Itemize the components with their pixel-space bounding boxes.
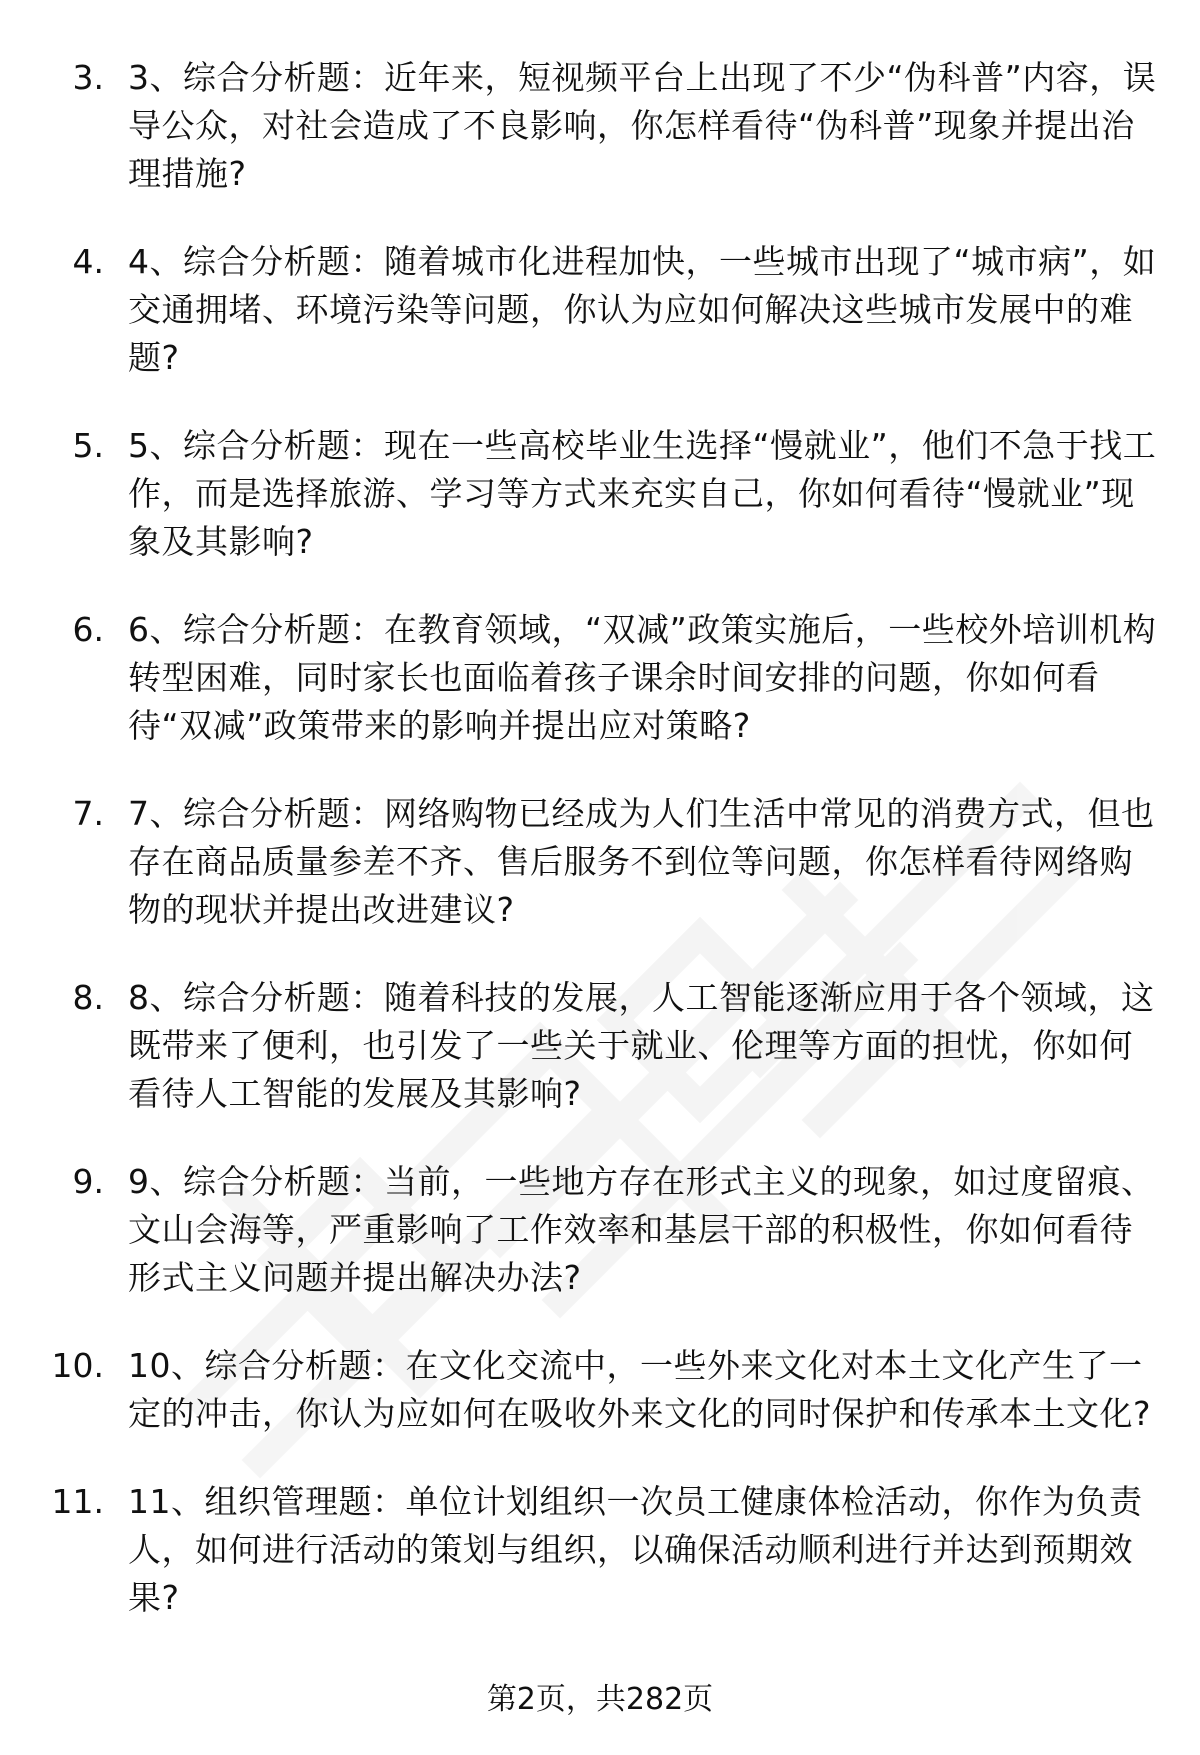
question-item-7	[0, 790, 1200, 934]
question-item-9	[0, 1158, 1200, 1302]
question-text: 9、综合分析题：当前，一些地方存在形式主义的现象，如过度留痕、文山会海等，严重影响了工作效率和基层干部的积极性，你如何看待形式主义问题并提出解决办法?	[128, 1162, 1155, 1297]
question-number: 6.	[72, 610, 104, 649]
question-number: 5.	[72, 426, 104, 465]
question-text: 4、综合分析题：随着城市化进程加快，一些城市出现了“城市病”，如交通拥堵、环境污染等问题，你认为应如何解决这些城市发展中的难题?	[128, 242, 1157, 377]
question-item-3	[0, 54, 1200, 198]
question-number: 10.	[51, 1346, 104, 1385]
question-item-4	[0, 238, 1200, 382]
question-text: 10、综合分析题：在文化交流中，一些外来文化对本土文化产生了一定的冲击，你认为应如何在吸收外来文化的同时保护和传承本土文化?	[128, 1346, 1152, 1433]
question-text: 7、综合分析题：网络购物已经成为人们生活中常见的消费方式，但也存在商品质量参差不齐、售后服务不到位等问题，你怎样看待网络购物的现状并提出改进建议?	[128, 794, 1155, 929]
question-item-8	[0, 974, 1200, 1118]
question-text: 6、综合分析题：在教育领域，“双减”政策实施后，一些校外培训机构转型困难，同时家长也面临着孩子课余时间安排的问题，你如何看待“双减”政策带来的影响并提出应对策略?	[128, 610, 1157, 745]
question-number: 7.	[72, 794, 104, 833]
question-item-11	[0, 1478, 1200, 1622]
question-text: 5、综合分析题：现在一些高校毕业生选择“慢就业”，他们不急于找工作，而是选择旅游、学习等方式来充实自己，你如何看待“慢就业”现象及其影响?	[128, 426, 1157, 561]
question-item-10	[0, 1342, 1200, 1438]
question-list	[0, 54, 1200, 1662]
question-item-6	[0, 606, 1200, 750]
question-number: 11.	[51, 1482, 104, 1521]
page-number-footer: 第2页，共282页	[486, 1682, 714, 1717]
question-item-5	[0, 422, 1200, 566]
question-number: 8.	[72, 978, 104, 1017]
question-number: 4.	[72, 242, 104, 281]
question-text: 3、综合分析题：近年来，短视频平台上出现了不少“伪科普”内容，误导公众，对社会造成了不良影响，你怎样看待“伪科普”现象并提出治理措施?	[128, 58, 1157, 193]
question-text: 11、组织管理题：单位计划组织一次员工健康体检活动，你作为负责人，如何进行活动的策划与组织，以确保活动顺利进行并达到预期效果?	[128, 1482, 1143, 1617]
question-text: 8、综合分析题：随着科技的发展，人工智能逐渐应用于各个领域，这既带来了便利，也引发了一些关于就业、伦理等方面的担忧，你如何看待人工智能的发展及其影响?	[128, 978, 1155, 1113]
question-number: 3.	[72, 58, 104, 97]
question-number: 9.	[72, 1162, 104, 1201]
